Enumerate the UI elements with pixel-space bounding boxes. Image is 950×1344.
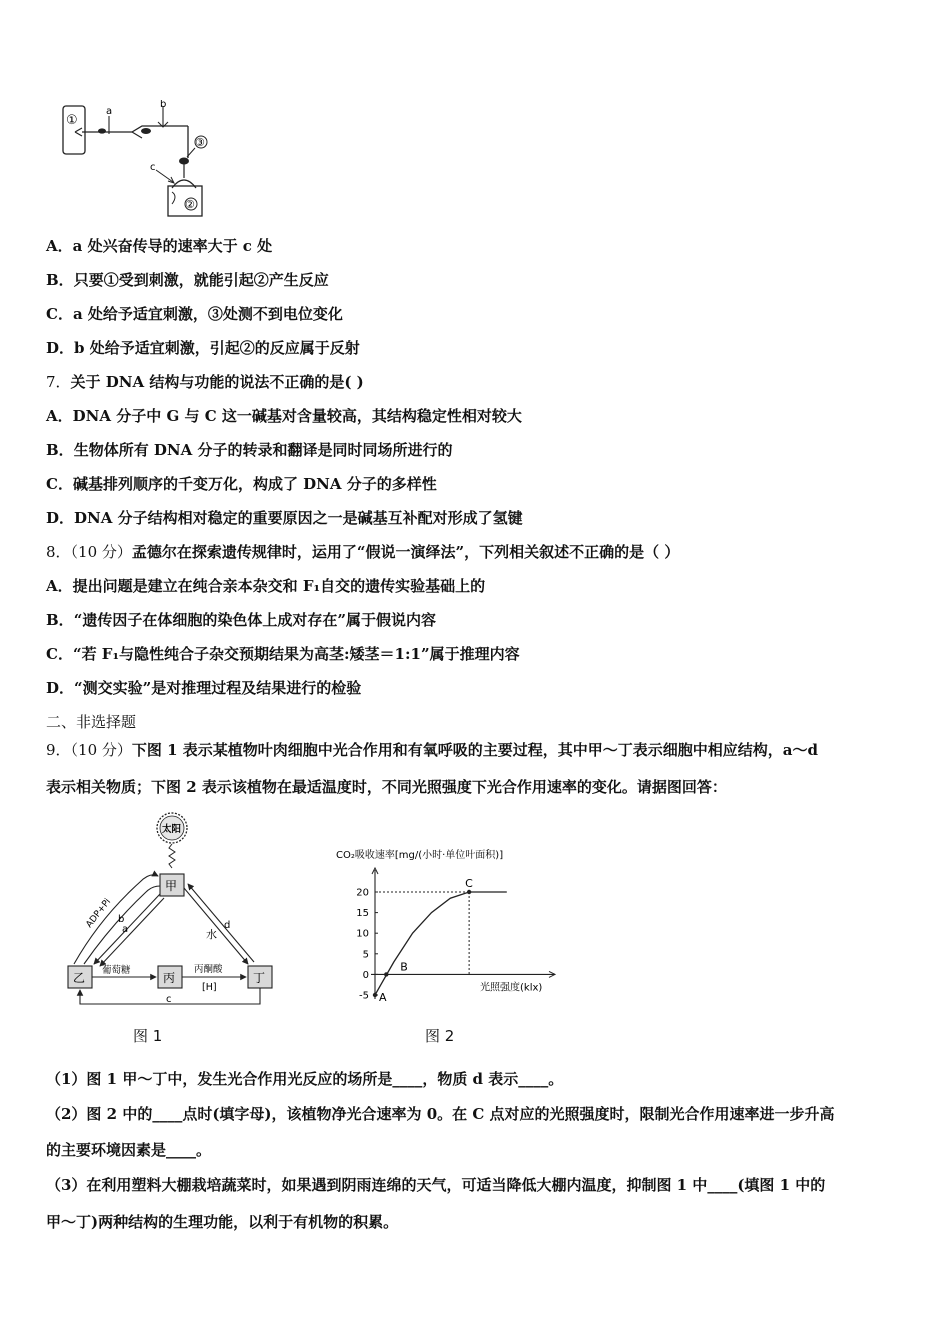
- figure2-chart: [330, 840, 580, 1015]
- q9-stem-line2: 表示相关物质；下图 2 表示该植物在最适温度时，不同光照强度下光合作用速率的变化。请据图回答：: [46, 778, 727, 796]
- chart-point-c: [467, 890, 471, 894]
- label-jia: 甲: [165, 879, 178, 893]
- q6-option-d: D．b 处给予适宜刺激，引起②的反应属于反射: [46, 339, 360, 357]
- chart-point-label: B: [400, 960, 408, 974]
- label-c: c: [150, 162, 156, 173]
- label-d: d: [224, 920, 231, 931]
- q9-stem-line1: 9．（10 分）下图 1 表示某植物叶肉细胞中光合作用和有氧呼吸的主要过程，其中甲～丁表示细胞中相应结构，a～d: [46, 741, 818, 759]
- chart-point-label: C: [465, 877, 473, 890]
- label-c: c: [166, 994, 172, 1005]
- q9-sub3-line1: （3）在利用塑料大棚栽培蔬菜时，如果遇到阴雨连绵的天气，可适当降低大棚内温度，抑制图 1 中____(填图 1 中的: [46, 1176, 826, 1194]
- q7-option-b: B．生物体所有 DNA 分子的转录和翻译是同时同场所进行的: [46, 441, 453, 459]
- q9-sub3-line2: 甲～丁)两种结构的生理功能，以利于有机物的积累。: [46, 1213, 399, 1231]
- chart-point-label: A: [379, 991, 387, 1004]
- q8-option-a: A．提出问题是建立在纯合亲本杂交和 F₁自交的遗传实验基础上的: [46, 577, 486, 595]
- chart-ytick-label: 20: [356, 887, 369, 899]
- chart-point-a: [373, 993, 377, 997]
- sun-label: 太阳: [162, 824, 182, 835]
- q8-option-b: B．“遗传因子在体细胞的染色体上成对存在”属于假说内容: [46, 611, 436, 629]
- q7-option-c: C．碱基排列顺序的千变万化，构成了 DNA 分子的多样性: [46, 475, 437, 493]
- figure1-caption: 图 1: [133, 1027, 163, 1045]
- reflex-arc-diagram: [60, 100, 230, 220]
- label-a: a: [122, 924, 129, 935]
- label-pyruvate: 丙酮酸: [194, 964, 223, 975]
- label-h: [H]: [202, 982, 217, 993]
- chart-ytick-label: 15: [356, 908, 369, 920]
- label-b: b: [118, 914, 125, 925]
- q7-option-d: D．DNA 分子结构相对稳定的重要原因之一是碱基互补配对形成了氢键: [46, 509, 523, 527]
- q9-sub2-line1: （2）图 2 中的____点时(填字母)，该植物净光合速率为 0。在 C 点对应的光照强度时，限制光合作用速率进一步升高: [46, 1105, 835, 1123]
- label-yi: 乙: [73, 971, 86, 985]
- chart-title: CO₂吸收速率[mg/(小时·单位叶面积)]: [336, 850, 504, 861]
- q8-option-c: C．“若 F₁与隐性纯合子杂交预期结果为高茎:矮茎＝1:1”属于推理内容: [46, 645, 520, 663]
- label-effector: ②: [185, 198, 195, 211]
- q6-option-b: B．只要①受到刺激，就能引起②产生反应: [46, 271, 329, 289]
- q8-option-d: D．“测交实验”是对推理过程及结果进行的检验: [46, 679, 362, 697]
- chart-point-b: [384, 972, 388, 976]
- q6-option-c: C．a 处给予适宜刺激，③处测不到电位变化: [46, 305, 343, 323]
- label-ding: 丁: [253, 971, 266, 985]
- label-b: b: [160, 100, 167, 110]
- label-bing: 丙: [163, 971, 176, 985]
- chart-ytick-label: 10: [356, 928, 369, 940]
- section-title: 二、非选择题: [46, 713, 137, 731]
- q8-stem: 8．（10 分）孟德尔在探索遗传规律时，运用了“假说一演绎法”，下列相关叙述不正确的是（ ）: [46, 543, 680, 561]
- q9-sub1: （1）图 1 甲～丁中，发生光合作用光反应的场所是____，物质 d 表示____。: [46, 1070, 564, 1088]
- figure1-diagram: [60, 806, 290, 1016]
- chart-ytick-label: 5: [362, 949, 369, 961]
- chart-series-line: [375, 892, 507, 995]
- label-site3: ③: [195, 136, 205, 149]
- figure2-caption: 图 2: [425, 1027, 455, 1045]
- label-glucose: 葡萄糖: [102, 965, 131, 976]
- label-a: a: [106, 106, 113, 117]
- chart-ytick-label: 0: [362, 969, 369, 981]
- q7-stem: 7．关于 DNA 结构与功能的说法不正确的是( ): [46, 373, 364, 391]
- chart-ytick-label: -5: [359, 990, 369, 1002]
- q9-sub2-line2: 的主要环境因素是____。: [46, 1141, 212, 1159]
- q7-option-a: A．DNA 分子中 G 与 C 这一碱基对含量较高，其结构稳定性相对较大: [46, 407, 522, 425]
- chart-xlabel: 光照强度(klx): [480, 982, 543, 994]
- label-water: 水: [206, 928, 217, 941]
- label-adp: ADP+Pi: [84, 897, 114, 930]
- label-receptor: ①: [66, 113, 78, 128]
- q6-option-a: A．a 处兴奋传导的速率大于 c 处: [46, 237, 273, 255]
